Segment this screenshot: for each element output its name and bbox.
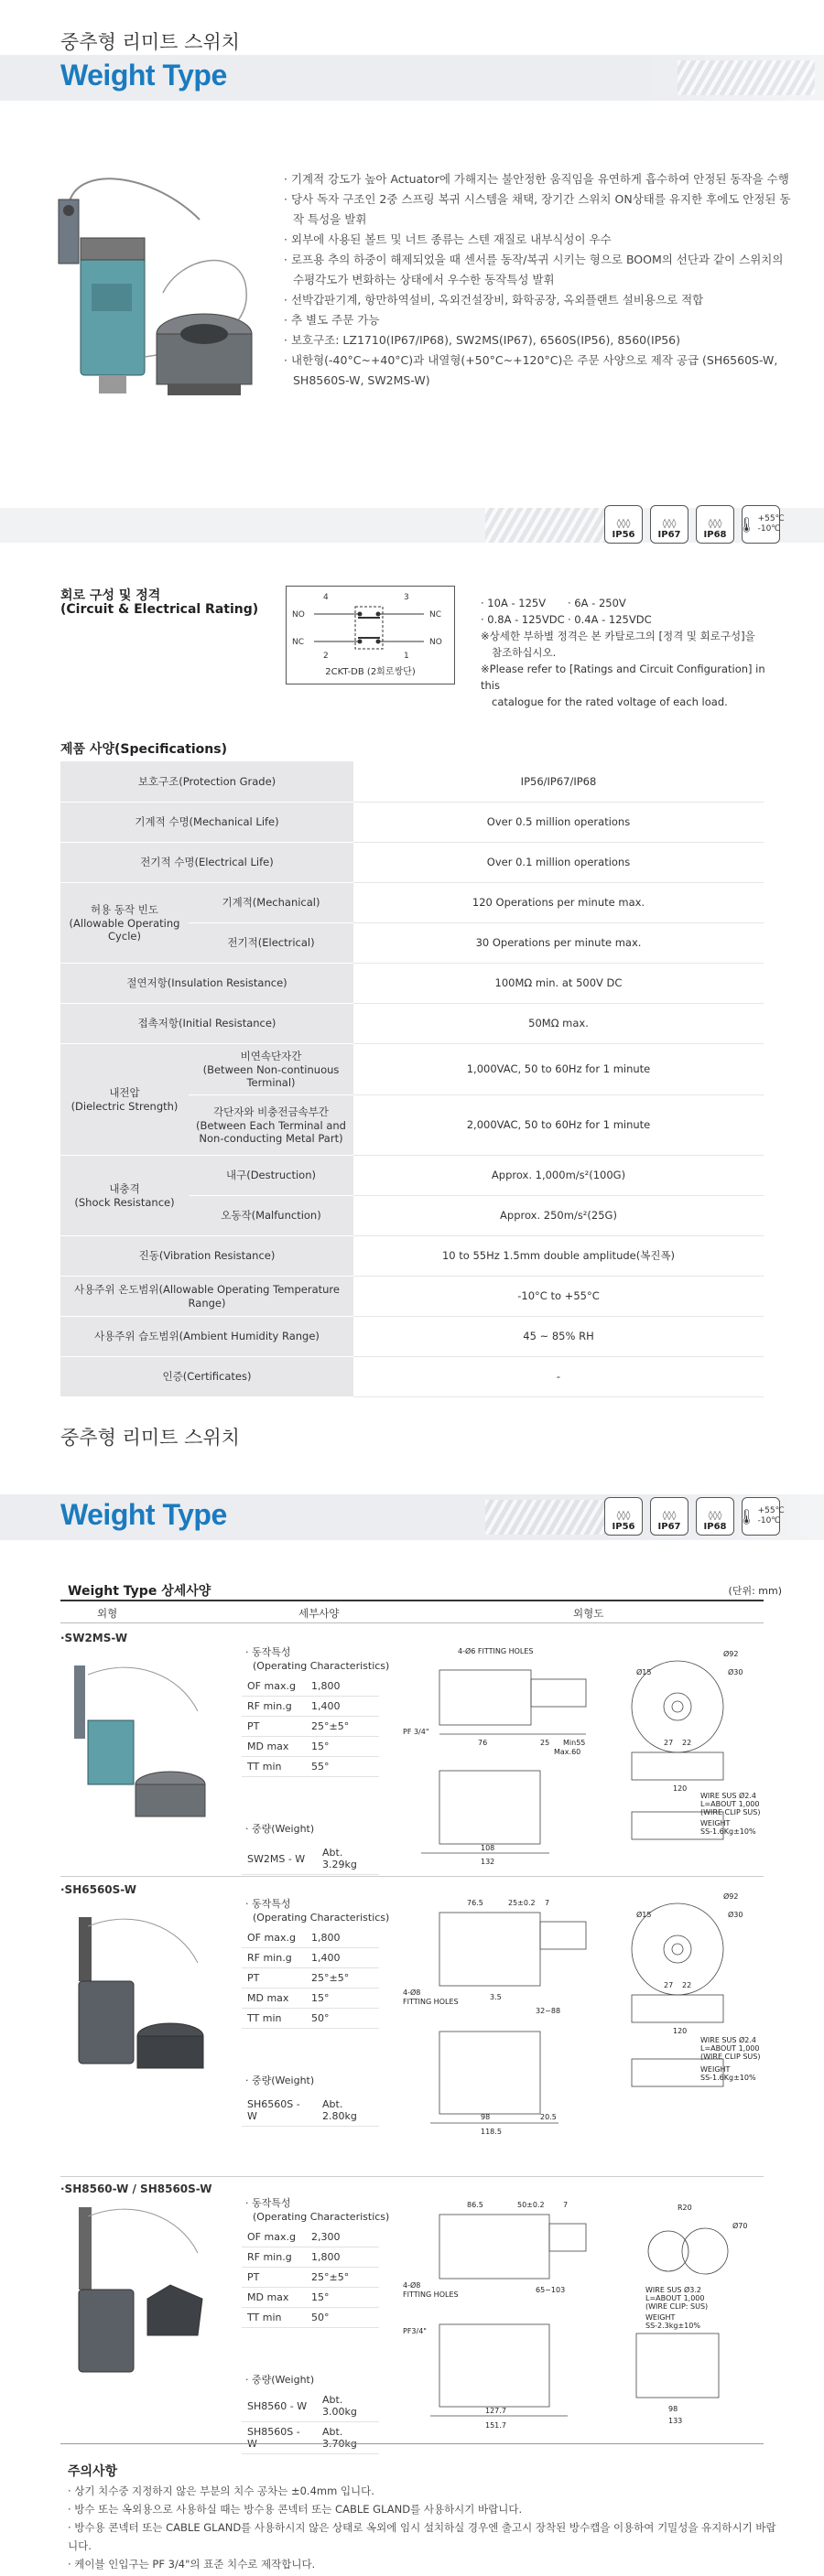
weight-label: · 중량(Weight) — [245, 2374, 315, 2386]
svg-text:3: 3 — [404, 593, 409, 602]
thermometer-icon: 🌡 — [737, 515, 756, 534]
oc-table — [242, 2227, 379, 2328]
table-row: OF max.g 1,800 — [242, 1676, 379, 1697]
svg-text:Ø30: Ø30 — [728, 1911, 743, 1919]
water-drop-icon: ◊◊◊ — [616, 519, 631, 529]
spec-title: 제품 사양(Specifications) — [60, 742, 227, 757]
svg-text:4-Ø6 FITTING HOLES: 4-Ø6 FITTING HOLES — [458, 1647, 534, 1655]
svg-text:1: 1 — [404, 652, 409, 660]
svg-text:PF 3/4": PF 3/4" — [403, 1728, 429, 1736]
row-divider — [60, 1876, 764, 1877]
section2-kr-title: 중추형 리미트 스위치 — [60, 1427, 240, 1449]
table-row: SH8560S - W Abt. 3.70kg — [242, 2422, 379, 2454]
row-divider — [60, 2176, 764, 2177]
water-drop-icon: ◊◊◊ — [616, 1511, 631, 1521]
svg-text:WIRE SUS Ø3.2: WIRE SUS Ø3.2 — [645, 2286, 701, 2294]
ip68-badge: ◊◊◊ IP68 — [696, 505, 734, 544]
table-row: TT min 50° — [242, 2009, 379, 2029]
ip-badge-row — [604, 505, 785, 544]
table-row: RF min.g 1,400 — [242, 1948, 379, 1968]
svg-text:98: 98 — [668, 2405, 678, 2413]
svg-text:(WIRE CLIP: SUS): (WIRE CLIP: SUS) — [645, 2302, 709, 2311]
hatch-decoration — [485, 1500, 623, 1535]
svg-text:Min55: Min55 — [563, 1739, 586, 1747]
water-drop-icon: ◊◊◊ — [708, 1511, 722, 1521]
ip67-badge: ◊◊◊ IP67 — [650, 505, 688, 544]
feature-item: · 보호구조: LZ1710(IP67/IP68), SW2MS(IP67), 6560S(IP56), 8560(IP56) — [284, 333, 681, 347]
oc-label: · 동작특성 (Operating Characteristics) — [245, 2197, 390, 2223]
svg-text:Ø15: Ø15 — [636, 1911, 652, 1919]
svg-text:118.5: 118.5 — [481, 2128, 502, 2136]
table-row: TT min 50° — [242, 2308, 379, 2328]
svg-text:WEIGHT: WEIGHT — [700, 2065, 731, 2074]
svg-text:7: 7 — [545, 1899, 550, 1907]
svg-text:3.5: 3.5 — [490, 1993, 502, 2001]
table-row: 기계적 수명(Mechanical Life) Over 0.5 million operations — [60, 802, 764, 842]
table-row: PT 25°±5° — [242, 2268, 379, 2288]
svg-text:NC: NC — [429, 610, 442, 620]
section-en-title: Weight Type — [60, 59, 227, 92]
svg-text:76.5: 76.5 — [467, 1899, 483, 1907]
table-row: OF max.g 2,300 — [242, 2227, 379, 2247]
table-row: 각단자와 비충전금속부간 (Between Each Terminal and Non-conducting Metal Part) 2,000VAC, 50 to 60Hz for 1 minute — [60, 1094, 764, 1155]
ip56-badge: ◊◊◊ IP56 — [604, 1497, 643, 1536]
table-row: 허용 동작 빈도 (Allowable Operating Cycle) 기계적(Mechanical) 120 Operations per minute max. — [60, 882, 764, 922]
svg-text:98: 98 — [481, 2113, 491, 2121]
svg-text:Ø70: Ø70 — [732, 2222, 748, 2230]
feature-item: · 로프용 추의 하중이 해제되었을 때 센서를 동작/복귀 시키는 형으로 BOOM의 선단과 같이 스위치의 수평각도가 변화하는 상태에서 우수한 동작특성 발휘 — [284, 253, 784, 286]
svg-text:Ø15: Ø15 — [636, 1668, 652, 1676]
ip56-badge: ◊◊◊ IP56 — [604, 505, 643, 544]
table-row: 인증(Certificates) - — [60, 1356, 764, 1396]
svg-text:4: 4 — [323, 593, 329, 602]
svg-text:WIRE SUS Ø2.4: WIRE SUS Ø2.4 — [700, 2036, 756, 2044]
svg-text:25: 25 — [540, 1739, 550, 1747]
svg-text:133: 133 — [668, 2417, 683, 2425]
svg-text:L=ABOUT 1,000: L=ABOUT 1,000 — [645, 2294, 705, 2302]
svg-text:FITTING HOLES: FITTING HOLES — [403, 2290, 459, 2299]
feature-item: · 선박갑판기계, 항만하역설비, 옥외건설장비, 화학공장, 옥외플랜트 설비용으로 적합 — [284, 293, 704, 307]
model-name: ·SH8560-W / SH8560S-W — [60, 2183, 212, 2195]
svg-text:120: 120 — [673, 2027, 688, 2035]
table-row: MD max 15° — [242, 2288, 379, 2308]
svg-text:SS-2.3kg±10%: SS-2.3kg±10% — [645, 2322, 700, 2330]
svg-text:(WIRE CLIP SUS): (WIRE CLIP SUS) — [700, 2053, 761, 2061]
feature-item: · 당사 독자 구조인 2중 스프링 복귀 시스템을 채택, 장기간 스위치 ON상태를 유지한 후에도 안정된 동작 특성을 발휘 — [284, 192, 791, 226]
model-photo — [60, 2198, 216, 2390]
svg-text:Ø92: Ø92 — [723, 1892, 739, 1901]
table-row: RF min.g 1,400 — [242, 1697, 379, 1717]
table-row: 보호구조(Protection Grade) IP56/IP67/IP68 — [60, 761, 764, 802]
svg-text:Ø30: Ø30 — [728, 1668, 743, 1676]
svg-text:25±0.2: 25±0.2 — [508, 1899, 536, 1907]
notes-list — [68, 2482, 782, 2573]
oc-table — [242, 1928, 379, 2029]
section-kr-title: 중추형 리미트 스위치 — [60, 31, 240, 53]
svg-text:PF3/4": PF3/4" — [403, 2327, 427, 2335]
temperature-badge: 🌡 +55℃ -10℃ — [742, 505, 780, 544]
table-row: 사용주위 습도범위(Ambient Humidity Range) 45 ~ 85% RH — [60, 1316, 764, 1356]
ip68-badge: ◊◊◊ IP68 — [696, 1497, 734, 1536]
water-drop-icon: ◊◊◊ — [662, 519, 677, 529]
rating-block: · 10A - 125V · 6A - 250V · 0.8A - 125VDC · 0.4A - 125VDC ※상세한 부하별 정격은 본 카탈로그의 [정격 및 회로구성]을 참조하십시오. ※Please refer to [Ratings and Circuit Configuration] in this catalogue for the rated voltage of each load. — [481, 597, 765, 708]
svg-text:FITTING HOLES: FITTING HOLES — [403, 1998, 459, 2006]
table-row: TT min 55° — [242, 1757, 379, 1777]
feature-item: · 외부에 사용된 볼트 및 너트 종류는 스텐 재질로 내부식성이 우수 — [284, 232, 612, 246]
temperature-badge: 🌡 +55℃ -10℃ — [742, 1497, 780, 1536]
note-item: · 방수 또는 옥외용으로 사용하실 때는 방수용 콘넥터 또는 CABLE GLAND를 사용하시기 바랍니다. — [68, 2503, 523, 2516]
svg-text:50±0.2: 50±0.2 — [517, 2201, 545, 2209]
svg-text:NC: NC — [292, 638, 305, 647]
svg-text:27: 27 — [664, 1981, 674, 1989]
svg-text:20.5: 20.5 — [540, 2113, 557, 2121]
feature-item: · 추 별도 주문 가능 — [284, 313, 380, 327]
detail-title: Weight Type 상세사양 — [68, 1584, 211, 1599]
table-row: OF max.g 1,800 — [242, 1928, 379, 1948]
note-item: · 케이블 인입구는 PF 3/4"의 표준 치수로 제작합니다. — [68, 2558, 316, 2571]
table-row: RF min.g 1,800 — [242, 2247, 379, 2268]
unit-label: (단위: mm) — [728, 1585, 782, 1597]
svg-text:L=ABOUT 1,000: L=ABOUT 1,000 — [700, 1800, 760, 1808]
svg-text:7: 7 — [563, 2201, 569, 2209]
svg-text:32~88: 32~88 — [536, 2007, 561, 2015]
table-row: 절연저항(Insulation Resistance) 100MΩ min. at 500V DC — [60, 963, 764, 1003]
dimension-drawing-2 — [403, 1885, 787, 2141]
svg-text:Max.60: Max.60 — [554, 1748, 581, 1756]
oc-label: · 동작특성 (Operating Characteristics) — [245, 1646, 390, 1672]
table-row: PT 25°±5° — [242, 1968, 379, 1989]
spec-table — [60, 761, 764, 1397]
svg-text:4-Ø8: 4-Ø8 — [403, 2281, 421, 2290]
table-row: 사용주위 온도범위(Allowable Operating Temperature Range) -10°C to +55°C — [60, 1276, 764, 1316]
circuit-diagram — [286, 586, 455, 684]
water-drop-icon: ◊◊◊ — [708, 519, 722, 529]
table-row: SH6560S - W Abt. 2.80kg — [242, 2095, 379, 2127]
svg-text:22: 22 — [682, 1739, 692, 1747]
svg-text:108: 108 — [481, 1844, 495, 1852]
hatch-decoration — [485, 508, 623, 543]
table-row: 내충격 (Shock Resistance) 내구(Destruction) Approx. 1,000m/s²(100G) — [60, 1155, 764, 1195]
table-row: PT 25°±5° — [242, 1717, 379, 1737]
svg-text:NO: NO — [292, 610, 305, 620]
feature-item: · 내한형(-40°C~+40°C)과 내열형(+50°C~+120°C)은 주문 사양으로 제작 공급 (SH6560S-W, SH8560S-W, SW2MS-W) — [284, 353, 778, 387]
svg-text:120: 120 — [673, 1784, 688, 1793]
svg-text:SS-1.6Kg±10%: SS-1.6Kg±10% — [700, 2074, 756, 2082]
table-row: 전기적(Electrical) 30 Operations per minute max. — [60, 922, 764, 963]
model-photo — [60, 1647, 216, 1830]
feature-list — [284, 169, 792, 391]
ip-badge-row-2 — [604, 1497, 785, 1536]
table-row: 내전압 (Dielectric Strength) 비연속단자간 (Between Non-continuous Terminal) 1,000VAC, 50 to 60Hz for 1 minute — [60, 1043, 764, 1094]
weight-label: · 중량(Weight) — [245, 2075, 315, 2086]
circuit-label: 2CKT-DB (2회로쌍단) — [325, 667, 416, 677]
note-item: · 상기 치수중 지정하지 않은 부분의 치수 공차는 ±0.4mm 입니다. — [68, 2484, 374, 2497]
svg-text:2: 2 — [323, 652, 329, 660]
svg-text:65~103: 65~103 — [536, 2286, 566, 2294]
model-name: ·SW2MS-W — [60, 1632, 128, 1644]
svg-text:4-Ø8: 4-Ø8 — [403, 1989, 421, 1997]
hatch-decoration — [678, 60, 815, 95]
svg-text:127.7: 127.7 — [485, 2407, 506, 2415]
ip67-badge: ◊◊◊ IP67 — [650, 1497, 688, 1536]
dimension-drawing-1 — [403, 1633, 787, 1871]
svg-text:151.7: 151.7 — [485, 2421, 506, 2430]
table-row: 접촉저항(Initial Resistance) 50MΩ max. — [60, 1003, 764, 1043]
table-row: 전기적 수명(Electrical Life) Over 0.1 million operations — [60, 842, 764, 882]
feature-item: · 기계적 강도가 높아 Actuator에 가해지는 불안정한 움직임을 유연하게 흡수하여 안정된 동작을 수행 — [284, 172, 789, 186]
note-item: · 방수용 콘넥터 또는 CABLE GLAND를 사용하시지 않은 상태로 옥외에 임시 설치하실 경우엔 출고시 장착된 방수캡을 이용하여 기밀성을 유지하시기 바랍니다. — [68, 2521, 776, 2552]
weight-table — [242, 2095, 379, 2127]
table-row: SW2MS - W Abt. 3.29kg — [242, 1843, 379, 1875]
svg-text:22: 22 — [682, 1981, 692, 1989]
notes-title: 주의사항 — [68, 2464, 118, 2479]
svg-text:WEIGHT: WEIGHT — [645, 2313, 676, 2322]
dimension-drawing-3 — [403, 2187, 787, 2443]
product-photo — [26, 146, 264, 430]
svg-text:NO: NO — [429, 638, 442, 647]
svg-text:86.5: 86.5 — [467, 2201, 483, 2209]
table-row: SH8560 - W Abt. 3.00kg — [242, 2390, 379, 2422]
detail-header: 외형 세부사양 외형도 — [60, 1600, 764, 1623]
weight-label: · 중량(Weight) — [245, 1823, 315, 1835]
water-drop-icon: ◊◊◊ — [662, 1511, 677, 1521]
oc-label: · 동작특성 (Operating Characteristics) — [245, 1898, 390, 1924]
circuit-title-kr: 회로 구성 및 정격 — [60, 588, 161, 603]
oc-table — [242, 1676, 379, 1777]
model-name: ·SH6560S-W — [60, 1883, 136, 1896]
svg-text:R20: R20 — [678, 2204, 692, 2212]
weight-table — [242, 2390, 379, 2454]
section2-en-title: Weight Type — [60, 1498, 227, 1531]
row-divider — [60, 2443, 764, 2444]
svg-text:L=ABOUT 1,000: L=ABOUT 1,000 — [700, 2044, 760, 2053]
svg-text:76: 76 — [478, 1739, 488, 1747]
thermometer-icon: 🌡 — [737, 1507, 756, 1525]
svg-text:27: 27 — [664, 1739, 674, 1747]
svg-text:(WIRE CLIP SUS): (WIRE CLIP SUS) — [700, 1808, 761, 1816]
svg-text:SS-1.6Kg±10%: SS-1.6Kg±10% — [700, 1827, 756, 1836]
svg-text:Ø92: Ø92 — [723, 1650, 739, 1658]
svg-text:WIRE SUS Ø2.4: WIRE SUS Ø2.4 — [700, 1792, 756, 1800]
svg-text:WEIGHT: WEIGHT — [700, 1819, 731, 1827]
table-row: MD max 15° — [242, 1989, 379, 2009]
table-row: 진동(Vibration Resistance) 10 to 55Hz 1.5mm double amplitude(복진폭) — [60, 1235, 764, 1276]
weight-table — [242, 1843, 379, 1875]
table-row: 오동작(Malfunction) Approx. 250m/s²(25G) — [60, 1195, 764, 1235]
circuit-title-en: (Circuit & Electrical Rating) — [60, 602, 259, 617]
model-photo — [60, 1899, 216, 2091]
table-row: MD max 15° — [242, 1737, 379, 1757]
svg-text:132: 132 — [481, 1858, 495, 1866]
